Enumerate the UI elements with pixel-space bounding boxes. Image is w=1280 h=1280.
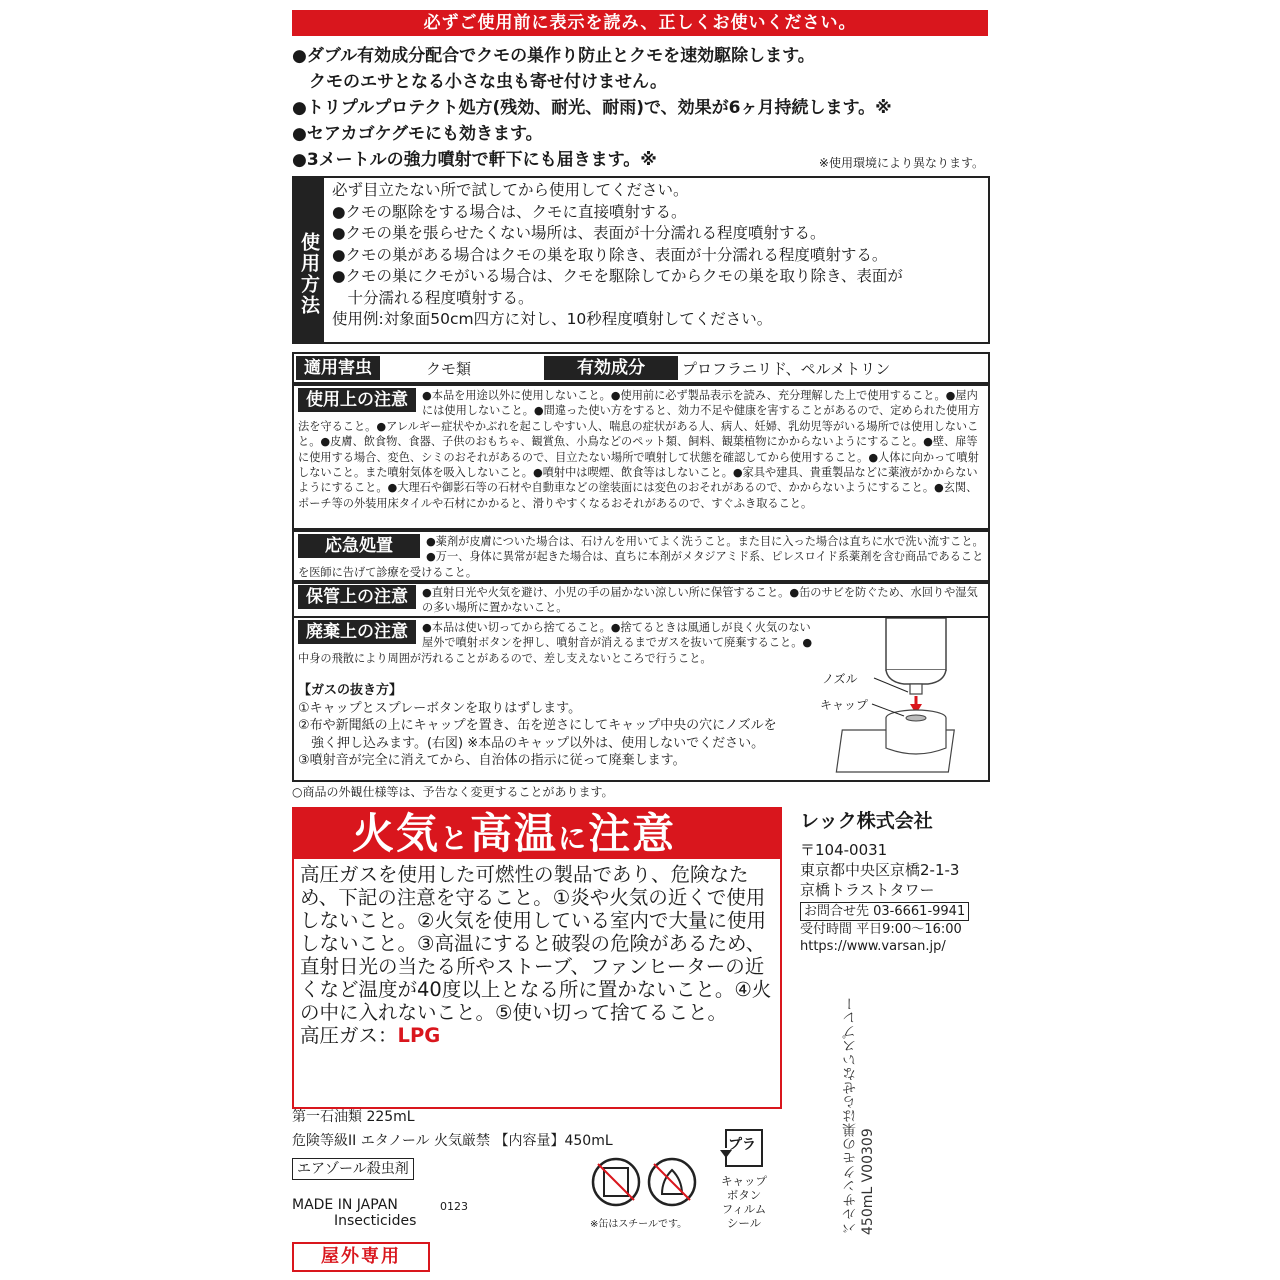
nozzle-label: ノズル [822, 672, 858, 686]
category-badge: エアゾール殺虫剤 [292, 1158, 414, 1180]
usage-line: 使用例:対象面50cm四方に対し、10秒程度噴射してください。 [332, 310, 773, 328]
gas-step: ①キャップとスプレーボタンを取りはずします。 [298, 700, 582, 716]
steel-note: ※缶はスチールです。 [590, 1219, 688, 1230]
usage-line: 十分濡れる程度噴射する。 [332, 288, 534, 307]
feature-line: ●セアカゴケグモにも効きます。 [292, 124, 543, 144]
recycle-part: シール [726, 1216, 762, 1230]
recycle-part: キャップ [721, 1174, 767, 1188]
fire-warning-title [294, 809, 780, 859]
feature-line: クモのエサとなる小さな虫も寄せ付けません。 [292, 72, 668, 92]
oil-class: 第一石油類 225mL [292, 1109, 415, 1125]
recycle-parts [720, 1174, 768, 1230]
fire-title-part: 高温 [470, 809, 559, 858]
usage-line: ●クモの駆除をする場合は、クモに直接噴射する。 [332, 202, 687, 221]
storage-section [292, 582, 990, 618]
fire-title-part: 注意 [588, 809, 677, 858]
disposal-heading: 廃棄上の注意 [298, 620, 416, 644]
env-note: ※使用環境により異なります。 [818, 156, 984, 170]
caution-section [292, 384, 990, 530]
appearance-note: ○商品の外観仕様等は、予告なく変更することがあります。 [292, 785, 614, 799]
top-banner: 必ずご使用前に表示を読み、正しくお使いください。 [292, 10, 988, 36]
gas-release-title: 【ガスの抜き方】 [298, 683, 403, 698]
disposal-icons [590, 1156, 700, 1208]
gas-step: 強く押し込みます。(右図) ※本品のキャップ以外は、使用しないでください。 [298, 735, 765, 751]
usage-line: ●クモの巣にクモがいる場合は、クモを駆除してからクモの巣を取り除き、表面が [332, 267, 903, 285]
recycle-part: フィルム [721, 1202, 767, 1216]
outdoor-only-badge: 屋外専用 [292, 1242, 430, 1272]
ingredient-label: 有効成分 [544, 356, 678, 380]
feature-line: ●3メートルの強力噴射で軒下にも届きます。※ [292, 150, 657, 170]
gas-step: ②布や新聞紙の上にキャップを置き、缶を逆さにしてキャップ中央の穴にノズルを [298, 718, 777, 733]
company-address1: 東京都中央区京橋2-1-3 [800, 861, 960, 879]
product-code: バルサンクモの巣はらせないスプレー450mL V00309 [842, 997, 876, 1235]
fire-title-part: と [440, 822, 471, 855]
storage-heading: 保管上の注意 [298, 585, 416, 609]
ingredient-value: プロフラニリド、ペルメトリン [682, 360, 891, 378]
usage-section [292, 176, 990, 344]
usage-line: ●クモの巣がある場合はクモの巣を取り除き、表面が十分濡れる程度噴射する。 [332, 245, 888, 264]
insecticides-label: Insecticides [334, 1213, 417, 1229]
gas-label: 高圧ガス： [300, 1024, 398, 1047]
company-name: レック株式会社 [800, 810, 933, 832]
fire-warning-body: 高圧ガスを使用した可燃性の製品であり、危険なため、下記の注意を守ること。①炎や火気の近くで使用しないこと。②火気を使用している室内で大量に使用しないこと。③高温にすると破裂の危険があるため、直射日光の当たる所やストーブ、ファンヒーターの近くなど温度が40度以上となる所に置かないこと。④火の中に入れないこと。⑤使い切って捨てること。 [300, 863, 772, 1024]
caution-heading: 使用上の注意 [298, 388, 416, 412]
company-postal: 〒104-0031 [800, 841, 888, 859]
gas-step: ③噴射音が完全に消えてから、自治体の指示に従って廃棄します。 [298, 753, 686, 768]
target-label: 適用害虫 [296, 356, 380, 380]
fire-title-part: 火気 [352, 809, 441, 858]
company-url[interactable]: https://www.varsan.jp/ [800, 939, 946, 954]
company-address2: 京橋トラストタワー [800, 881, 935, 899]
lot-code: 0123 [440, 1200, 468, 1213]
usage-heading: 使用方法 [294, 178, 324, 342]
disposal-section [292, 616, 990, 782]
storage-text: ●直射日光や火気を避け、小児の手の届かない涼しい所に保管すること。●缶のサビを防ぐため、水回りや湿気の多い場所に置かないこと。 [422, 586, 978, 615]
company-hours: 受付時間 平日9:00～16:00 [800, 922, 962, 937]
cap-label: キャップ [820, 698, 869, 712]
target-row [292, 352, 990, 384]
feature-line: ●ダブル有効成分配合でクモの巣作り防止とクモを速効駆除します。 [292, 46, 815, 66]
gas-value: LPG [397, 1024, 441, 1047]
company-info [800, 808, 969, 955]
first-aid-section [292, 530, 990, 582]
first-aid-heading: 応急処置 [298, 534, 420, 558]
made-in: MADE IN JAPAN [292, 1197, 398, 1213]
recycle-label: プラ [728, 1137, 756, 1153]
fire-title-part: に [558, 822, 589, 855]
hazard-class: 危険等級II エタノール 火気厳禁 【内容量】450mL [292, 1133, 613, 1149]
first-aid-text: ●薬剤が皮膚についた場合は、石けんを用いてよく洗うこと。また目に入った場合は直ちに水で洗い流すこと。●万一、身体に異常が起きた場合は、直ちに本剤がメタジアミド系、ピレスロイド系薬剤を含む商品であることを医師に告げて診療を受けること。 [298, 535, 984, 579]
company-phone: お問合せ先 03-6661-9941 [800, 902, 969, 921]
fire-warning [292, 807, 782, 1109]
disposal-text: ●本品は使い切ってから捨てること。●捨てるときは風通しが良く火気のない屋外で噴射ボタンを押し、噴射音が消えるまでガスを抜いて廃棄すること。●中身の飛散により周囲が汚れることがあるので、差し支えないところで行うこと。 [298, 621, 813, 665]
usage-line: ●クモの巣を張らせたくない場所は、表面が十分濡れる程度噴射する。 [332, 224, 826, 242]
usage-line: 必ず目立たない所で試してから使用してください。 [332, 181, 689, 199]
feature-line: ●トリプルプロテクト処方(残効、耐光、耐雨)で、効果が6ヶ月持続します。※ [292, 98, 892, 118]
caution-text: ●本品を用途以外に使用しないこと。●使用前に必ず製品表示を読み、充分理解した上で使用すること。●屋内には使用しないこと。●間違った使い方をすると、効力不足や健康を害することがあるので、定められた使用方法を守ること。●アレルギー症状やかぶれを起こしやすい人、喘息の症状がある人、病人、妊婦、乳幼児等がいる場所では使用しないこと。●皮膚、飲食物、食器、子供のおもちゃ、観賞魚、小鳥などのペット類、飼料、観葉植物にかからないようにすること。●壁、扉等に使用する場合、変色、シミのおそれがあるので、目立たない場所で噴射して状態を確認してから使用すること。●人体に向かって噴射しないこと。また噴射気体を吸入しないこと。●噴射中は喫煙、飲食等はしないこと。●家具や建具、貴重製品などに薬液がかからないようにすること。●大理石や御影石等の石材や自動車などの塗装面には変色のおそれがあるので、かからないようにすること。●玄関、ポーチ等の外装用床タイルや石材にかかると、滑りやすくなるおそれがあるので、すぐふき取ること。 [298, 389, 980, 510]
target-value: クモ類 [426, 360, 472, 378]
usage-text [332, 180, 903, 331]
recycle-part: ボタン [726, 1188, 762, 1202]
